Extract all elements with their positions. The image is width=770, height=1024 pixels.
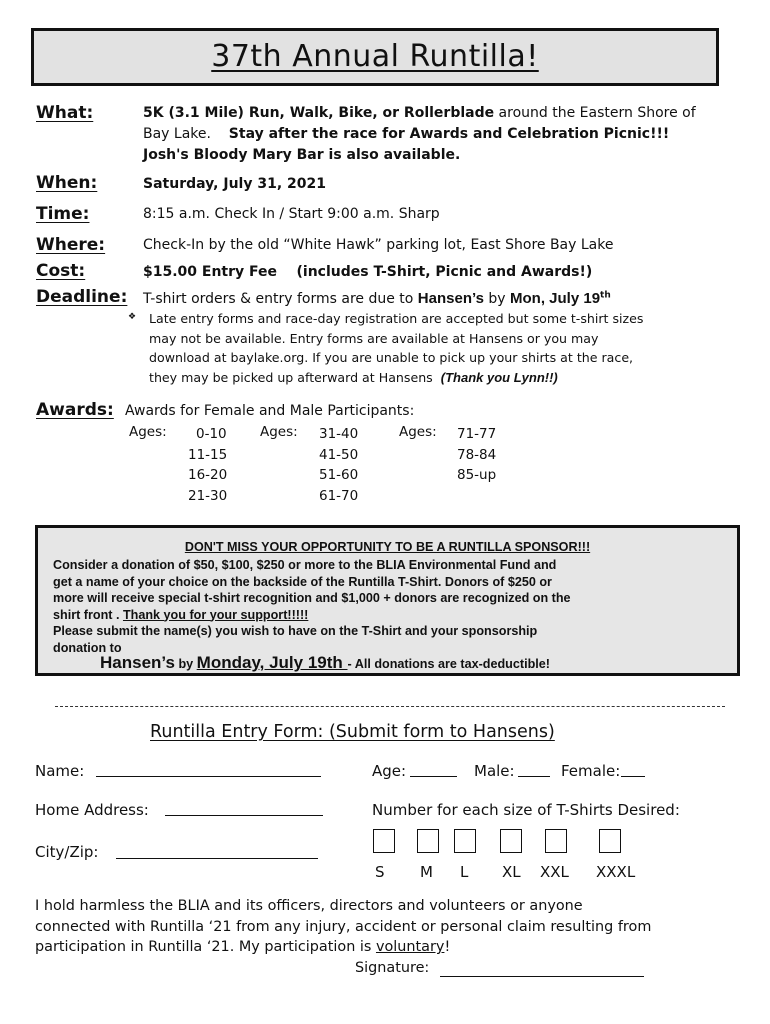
late-note-line: download at baylake.org. If you are unable to pick up your shirts at the race, <box>149 350 634 365</box>
waiver-voluntary: voluntary <box>375 939 445 955</box>
home-address-field[interactable] <box>165 801 323 816</box>
signature-field[interactable] <box>440 962 644 977</box>
entry-form-heading: Runtilla Entry Form: (Submit form to Hansens) <box>150 722 555 742</box>
ages-label: Ages: <box>260 424 298 440</box>
age-group: 61-70 <box>319 487 359 504</box>
female-field[interactable] <box>621 762 645 777</box>
age-group: 41-50 <box>319 446 359 463</box>
time-value: 8:15 a.m. Check In / Start 9:00 a.m. Sharp <box>143 206 440 222</box>
signature-label: Signature: <box>355 960 430 976</box>
age-label: Age: <box>372 762 407 780</box>
what-label: What: <box>36 103 94 123</box>
sponsor-line: Please submit the name(s) you wish to have on the T-Shirt and your sponsorship <box>53 624 538 638</box>
male-field[interactable] <box>518 762 550 777</box>
page-title: 37th Annual Runtilla! <box>211 39 539 74</box>
age-group: 51-60 <box>319 467 359 483</box>
age-group: 11-15 <box>188 446 228 463</box>
tshirt-prompt: Number for each size of T-Shirts Desired: <box>372 801 680 819</box>
what-line-1 <box>143 105 696 121</box>
deadline-text: T-shirt orders & entry forms are due to <box>143 291 418 307</box>
size-label-xxxl: XXXL <box>596 863 636 881</box>
city-zip-label: City/Zip: <box>35 843 99 861</box>
deadline-label: Deadline: <box>36 287 128 307</box>
what-activities: 5K (3.1 Mile) Run, Walk, Bike, or Rollerblade <box>143 105 495 121</box>
ages-label: Ages: <box>399 424 437 440</box>
male-label: Male: <box>474 762 515 780</box>
age-group: 0-10 <box>196 426 227 442</box>
cut-line <box>55 706 725 707</box>
sponsor-hansens: Hansen’s <box>100 653 175 672</box>
sponsor-shirt-front: shirt front . <box>53 607 123 622</box>
title-banner <box>31 28 719 86</box>
ages-column-1 <box>188 424 228 506</box>
age-group: 85-up <box>457 467 497 483</box>
when-label: When: <box>36 173 98 193</box>
cost-value <box>143 264 592 280</box>
ages-label: Ages: <box>129 424 167 440</box>
female-label: Female: <box>561 762 621 780</box>
waiver-line <box>35 937 651 958</box>
size-m-checkbox[interactable] <box>417 829 439 853</box>
sponsor-line: more will receive special t-shirt recognition and $1,000 + donors are recognized on the <box>53 591 571 605</box>
size-xxl-checkbox[interactable] <box>545 829 567 853</box>
size-xxxl-checkbox[interactable] <box>599 829 621 853</box>
size-label-m: M <box>420 863 433 881</box>
sponsor-box <box>35 525 740 676</box>
late-note-line <box>149 368 643 388</box>
awards-label: Awards: <box>36 400 114 420</box>
name-field[interactable] <box>96 762 321 777</box>
when-value: Saturday, July 31, 2021 <box>143 176 326 192</box>
what-line-2 <box>143 126 669 142</box>
waiver-line: I hold harmless the BLIA and its officers, directors and volunteers or anyone <box>35 898 583 914</box>
cost-note: (includes T-Shirt, Picnic and Awards!) <box>296 264 593 280</box>
late-note-line: Late entry forms and race-day registration are accepted but some t-shirt sizes <box>149 311 644 326</box>
age-field[interactable] <box>410 762 457 777</box>
deadline-by: by <box>483 291 511 307</box>
ages-column-2 <box>319 424 358 506</box>
size-label-s: S <box>375 863 385 881</box>
late-note-line: may not be available. Entry forms are available at Hansens or you may <box>149 330 599 346</box>
waiver-participation: participation in Runtilla ‘21. My participation is <box>35 939 376 955</box>
cost-label: Cost: <box>36 261 86 281</box>
late-note-last: they may be picked up afterward at Hansens <box>149 369 433 385</box>
deadline-late-note <box>149 309 643 387</box>
ages-column-3 <box>457 424 496 486</box>
sponsor-line: Consider a donation of $50, $100, $250 or more to the BLIA Environmental Fund and <box>53 558 557 572</box>
sponsor-thanks: Thank you for your support!!!!! <box>122 607 309 622</box>
size-xl-checkbox[interactable] <box>500 829 522 853</box>
waiver-text <box>35 896 651 958</box>
deadline-date: Mon, July 19 <box>510 290 601 307</box>
sponsor-heading: DON'T MISS YOUR OPPORTUNITY TO BE A RUNTILLA SPONSOR!!! <box>184 540 591 554</box>
size-s-checkbox[interactable] <box>373 829 395 853</box>
size-label-xxl: XXL <box>540 863 569 881</box>
age-group: 21-30 <box>188 487 228 504</box>
sponsor-line: donation to <box>53 640 122 655</box>
sponsor-tax: - All donations are tax-deductible! <box>347 657 550 671</box>
awards-intro: Awards for Female and Male Participants: <box>125 403 415 419</box>
age-group: 16-20 <box>188 467 228 483</box>
thank-you-lynn: (Thank you Lynn!!) <box>440 369 558 385</box>
age-group: 31-40 <box>319 426 359 442</box>
bullet-icon: ❖ <box>128 312 137 322</box>
age-group: 71-77 <box>457 426 497 442</box>
what-bay-lake: Bay Lake. <box>143 126 211 142</box>
deadline-date-suffix: th <box>600 290 611 301</box>
city-zip-field[interactable] <box>116 844 318 859</box>
size-label-xl: XL <box>502 863 521 881</box>
sponsor-line: get a name of your choice on the backside of the Runtilla T-Shirt. Donors of $250 or <box>53 574 552 589</box>
name-label: Name: <box>35 762 85 780</box>
sponsor-by: by <box>174 657 197 671</box>
deadline-hansens: Hansen’s <box>417 290 484 307</box>
waiver-exclamation: ! <box>444 939 451 955</box>
size-l-checkbox[interactable] <box>454 829 476 853</box>
waiver-line: connected with Runtilla ‘21 from any injury, accident or personal claim resulting from <box>35 918 652 935</box>
time-label: Time: <box>36 204 90 224</box>
age-group: 78-84 <box>457 446 497 463</box>
where-value: Check-In by the old “White Hawk” parking lot, East Shore Bay Lake <box>143 237 614 253</box>
what-bar-note: Josh's Bloody Mary Bar is also available. <box>143 147 461 163</box>
sponsor-date: Monday, July 19th <box>196 653 348 672</box>
size-label-l: L <box>460 863 469 881</box>
deadline-value <box>143 290 611 307</box>
sponsor-line <box>53 607 571 624</box>
what-location: around the Eastern Shore of <box>494 105 696 121</box>
where-label: Where: <box>36 235 106 255</box>
sponsor-text <box>53 557 571 656</box>
what-picnic-note: Stay after the race for Awards and Celebration Picnic!!! <box>228 126 670 142</box>
sponsor-deadline <box>100 653 550 673</box>
cost-amount: $15.00 Entry Fee <box>143 264 278 280</box>
home-address-label: Home Address: <box>35 801 149 819</box>
